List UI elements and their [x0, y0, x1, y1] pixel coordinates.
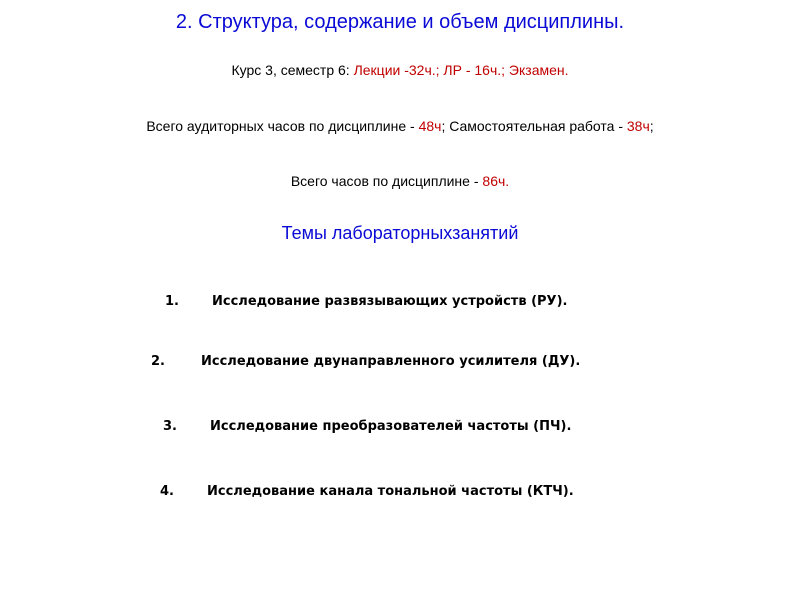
- auditory-hours: 48ч: [418, 118, 442, 134]
- page-title: 2. Структура, содержание и объем дисциплины.: [175, 11, 625, 33]
- self-study-hours: 38ч: [626, 118, 650, 134]
- course-prefix: Курс 3, семестр 6:: [231, 62, 354, 78]
- total-hours: 86ч.: [482, 173, 510, 189]
- course-details: Лекции -32ч.; ЛР - 16ч.; Экзамен.: [353, 62, 569, 78]
- total-label: Всего часов по дисциплине -: [290, 173, 483, 189]
- auditory-end: ;: [649, 118, 654, 134]
- list-item-text: Исследование двунаправленного усилителя (ДУ).: [201, 354, 581, 369]
- list-item-number: 1.: [165, 294, 179, 309]
- list-item-text: Исследование канала тональной частоты (КТЧ).: [207, 484, 574, 499]
- labs-heading: Темы лабораторныхзанятий: [281, 223, 519, 243]
- list-item-number: 3.: [163, 419, 177, 434]
- total-hours-info: [0, 171, 800, 191]
- list-item-number: 4.: [160, 484, 174, 499]
- list-item-text: Исследование преобразователей частоты (ПЧ).: [210, 419, 572, 434]
- list-item-text: Исследование развязывающих устройств (РУ).: [212, 294, 568, 309]
- auditory-label: Всего аудиторных часов по дисциплине -: [146, 118, 419, 134]
- course-info: [0, 60, 800, 80]
- auditory-hours-info: [0, 116, 800, 136]
- auditory-separator: ; Самостоятельная работа -: [441, 118, 627, 134]
- list-item-number: 2.: [151, 354, 165, 369]
